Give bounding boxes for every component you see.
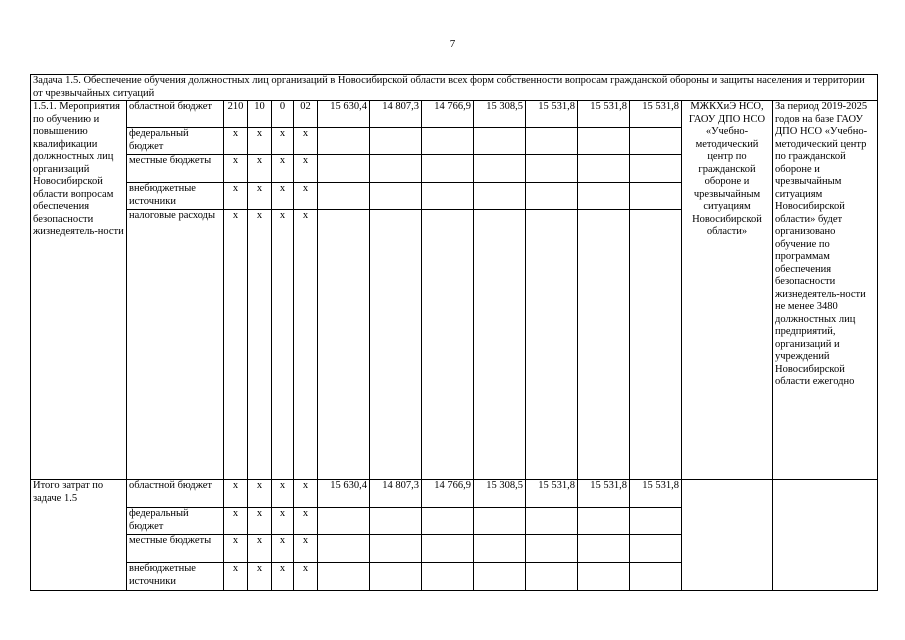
code-cell: х (272, 508, 294, 535)
funding-source: местные бюджеты (127, 535, 224, 563)
amount-cell (578, 535, 630, 563)
task-title: Задача 1.5. Обеспечение обучения должностных лиц организаций в Новосибирской области всех форм собственности вопросам гражданской обороны и защиты населения и территории от чрезвычайных ситуаций (31, 75, 878, 101)
funding-source: областной бюджет (127, 480, 224, 508)
amount-cell (526, 563, 578, 591)
amount-cell (630, 183, 682, 210)
amount-cell (630, 563, 682, 591)
funding-source: налоговые расходы (127, 210, 224, 480)
code-cell: х (224, 508, 248, 535)
amount-cell (422, 183, 474, 210)
code-cell: х (294, 128, 318, 155)
amount-cell: 14 766,9 (422, 480, 474, 508)
amount-cell (422, 508, 474, 535)
amount-cell: 15 630,4 (318, 480, 370, 508)
amount-cell (526, 535, 578, 563)
amount-cell (370, 508, 422, 535)
amount-cell (474, 508, 526, 535)
code-cell: х (272, 563, 294, 591)
amount-cell: 15 531,8 (526, 480, 578, 508)
code-cell: х (224, 155, 248, 183)
amount-cell (578, 183, 630, 210)
total-label: Итого затрат по задаче 1.5 (31, 480, 127, 591)
amount-cell: 15 531,8 (630, 101, 682, 128)
code-cell: х (272, 210, 294, 480)
code-cell: х (248, 210, 272, 480)
amount-cell (578, 128, 630, 155)
funding-source: областной бюджет (127, 101, 224, 128)
code-cell: х (248, 563, 272, 591)
amount-cell (370, 128, 422, 155)
amount-cell: 14 807,3 (370, 480, 422, 508)
code-cell: х (294, 508, 318, 535)
amount-cell: 15 531,8 (578, 480, 630, 508)
amount-cell (578, 563, 630, 591)
amount-cell: 15 630,4 (318, 101, 370, 128)
code-cell: х (248, 480, 272, 508)
code-cell: 0 (272, 101, 294, 128)
task-header-row (31, 75, 878, 101)
code-cell: х (294, 155, 318, 183)
amount-cell (422, 563, 474, 591)
amount-cell (578, 155, 630, 183)
amount-cell: 15 531,8 (578, 101, 630, 128)
amount-cell (318, 155, 370, 183)
amount-cell (318, 563, 370, 591)
amount-cell: 15 531,8 (526, 101, 578, 128)
page-number: 7 (449, 38, 456, 50)
funding-source: местные бюджеты (127, 155, 224, 183)
amount-cell (630, 155, 682, 183)
amount-cell (318, 508, 370, 535)
amount-cell (370, 210, 422, 480)
amount-cell (630, 128, 682, 155)
code-cell: х (224, 535, 248, 563)
amount-cell (422, 155, 474, 183)
amount-cell (630, 535, 682, 563)
amount-cell (474, 183, 526, 210)
code-cell: х (272, 155, 294, 183)
code-cell: х (294, 183, 318, 210)
activity-row (31, 101, 878, 128)
program-table (30, 74, 878, 591)
amount-cell (370, 155, 422, 183)
funding-source: федеральный бюджет (127, 128, 224, 155)
code-cell: х (272, 535, 294, 563)
amount-cell: 14 807,3 (370, 101, 422, 128)
amount-cell (318, 535, 370, 563)
amount-cell (422, 128, 474, 155)
code-cell: 10 (248, 101, 272, 128)
amount-cell (630, 508, 682, 535)
code-cell: х (224, 183, 248, 210)
amount-cell (474, 563, 526, 591)
amount-cell (370, 535, 422, 563)
amount-cell (318, 210, 370, 480)
code-cell: х (248, 508, 272, 535)
amount-cell (474, 128, 526, 155)
amount-cell (370, 183, 422, 210)
amount-cell (474, 535, 526, 563)
amount-cell (526, 183, 578, 210)
amount-cell (578, 210, 630, 480)
activity-executor: МЖКХиЭ НСО, ГАОУ ДПО НСО «Учебно-методический центр по гражданской обороне и чрезвычайным ситуациям Новосибирской области» (682, 101, 773, 480)
code-cell: х (224, 563, 248, 591)
amount-cell: 15 531,8 (630, 480, 682, 508)
funding-source: федеральный бюджет (127, 508, 224, 535)
amount-cell (318, 183, 370, 210)
code-cell: 02 (294, 101, 318, 128)
amount-cell (526, 210, 578, 480)
total-executor (682, 480, 773, 591)
code-cell: х (224, 210, 248, 480)
code-cell: х (294, 563, 318, 591)
funding-source: внебюджетные источники (127, 563, 224, 591)
funding-source: внебюджетные источники (127, 183, 224, 210)
activity-label: 1.5.1. Мероприятия по обучению и повышению квалификации должностных лиц организаций Новосибирской области вопросам обеспечения безопасности жизнедеятель-ности (31, 101, 127, 480)
amount-cell (474, 155, 526, 183)
amount-cell (630, 210, 682, 480)
code-cell: х (272, 183, 294, 210)
amount-cell (422, 535, 474, 563)
total-row (31, 480, 878, 508)
total-result (773, 480, 878, 591)
activity-result: За период 2019-2025 годов на базе ГАОУ ДПО НСО «Учебно-методический центр по гражданской обороне и чрезвычайным ситуациям Новосибирской области» будет организовано обучение по программам обеспечения безопасности жизнедеятель-ности не менее 3480 должностных лиц предприятий, организаций и учреждений Новосибирской области ежегодно (773, 101, 878, 480)
amount-cell (578, 508, 630, 535)
code-cell: х (294, 535, 318, 563)
code-cell: 210 (224, 101, 248, 128)
amount-cell (422, 210, 474, 480)
amount-cell (526, 128, 578, 155)
code-cell: х (272, 128, 294, 155)
amount-cell (370, 563, 422, 591)
code-cell: х (248, 128, 272, 155)
code-cell: х (248, 535, 272, 563)
code-cell: х (294, 210, 318, 480)
code-cell: х (248, 183, 272, 210)
amount-cell: 15 308,5 (474, 480, 526, 508)
amount-cell (526, 508, 578, 535)
code-cell: х (272, 480, 294, 508)
code-cell: х (294, 480, 318, 508)
amount-cell: 14 766,9 (422, 101, 474, 128)
code-cell: х (224, 128, 248, 155)
amount-cell (526, 155, 578, 183)
amount-cell (318, 128, 370, 155)
amount-cell (474, 210, 526, 480)
amount-cell: 15 308,5 (474, 101, 526, 128)
code-cell: х (248, 155, 272, 183)
code-cell: х (224, 480, 248, 508)
